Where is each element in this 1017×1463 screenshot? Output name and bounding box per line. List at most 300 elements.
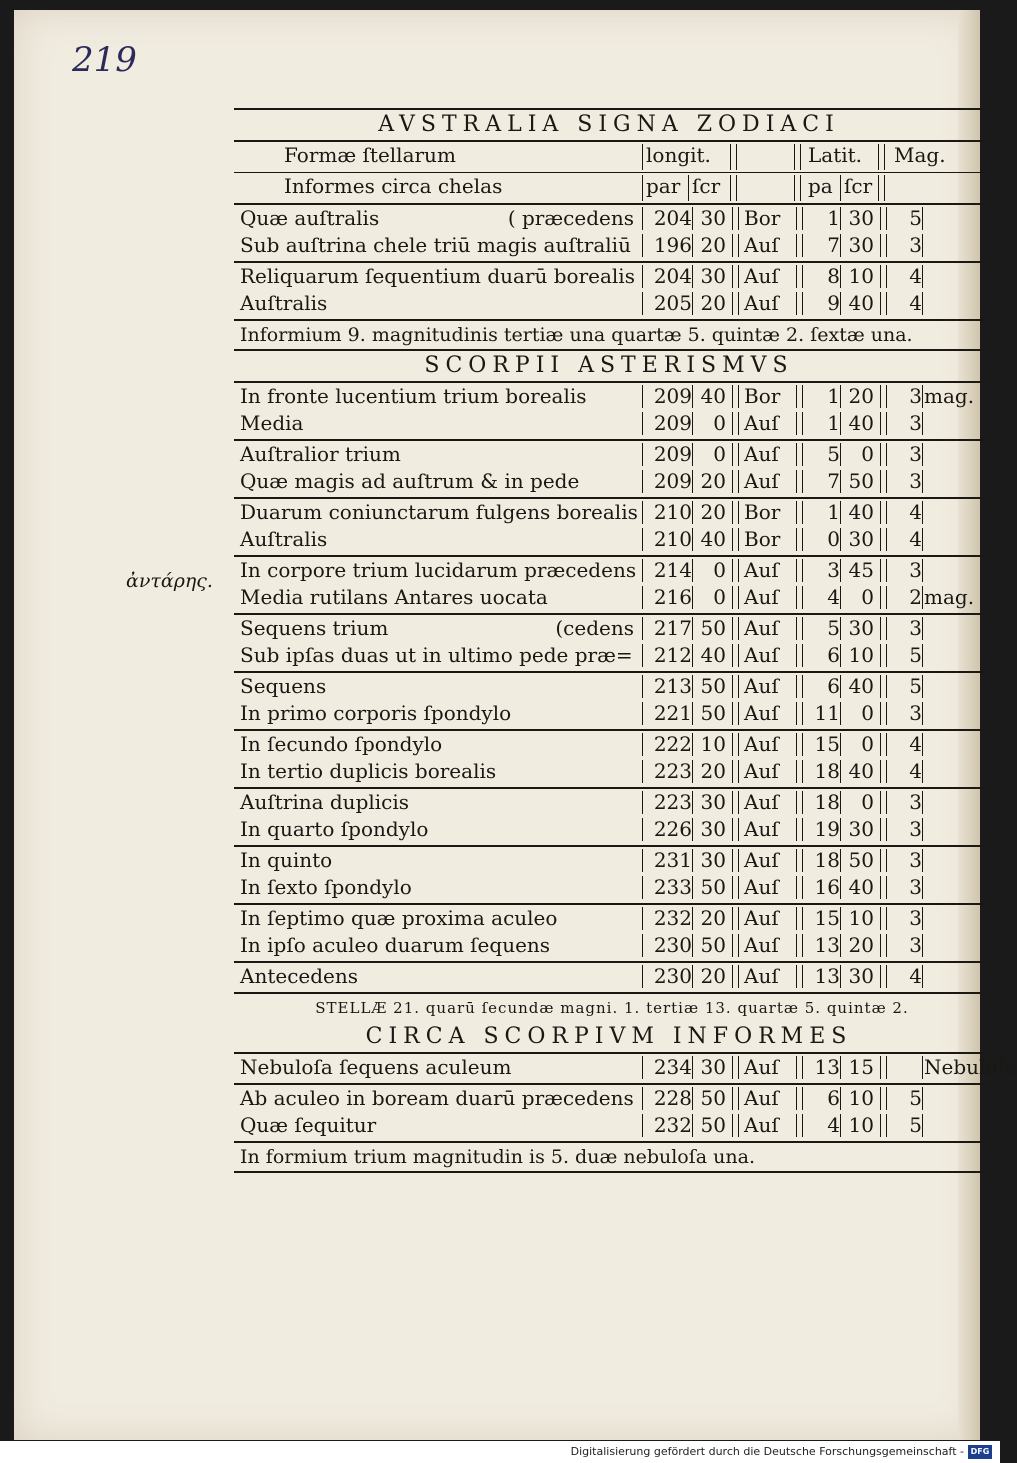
cell-extra xyxy=(924,557,984,584)
cell-bp: 4 xyxy=(827,585,840,609)
header-formae: Formæ ſtellarum xyxy=(284,143,456,167)
column-divider xyxy=(796,733,797,756)
column-divider xyxy=(796,443,797,466)
column-divider xyxy=(802,207,803,230)
column-divider xyxy=(642,760,643,783)
column-divider xyxy=(738,644,739,667)
column-divider xyxy=(886,234,887,257)
column-divider xyxy=(692,586,693,609)
column-divider xyxy=(796,528,797,551)
cell-ls: 20 xyxy=(700,964,726,988)
section-summary: In formium trium magnitudin is 5. duæ nebuloſa una. xyxy=(240,1146,755,1168)
row-group xyxy=(234,789,984,845)
column-divider xyxy=(840,1056,841,1079)
cell-extra xyxy=(924,932,984,959)
column-divider xyxy=(732,1087,733,1110)
cell-lp: 210 xyxy=(653,527,692,551)
column-divider xyxy=(738,965,739,988)
column-divider xyxy=(880,644,881,667)
cell-ls: 30 xyxy=(700,790,726,814)
cell-mag: 5 xyxy=(909,1086,922,1110)
cell-ls: 30 xyxy=(700,1055,726,1079)
star-description: Auſtralis xyxy=(240,291,328,315)
column-divider xyxy=(642,207,643,230)
column-divider xyxy=(886,760,887,783)
cell-lp: 205 xyxy=(653,291,692,315)
cell-bp: 1 xyxy=(827,384,840,408)
cell-dir: Auſ xyxy=(744,875,779,899)
row-group xyxy=(234,263,984,319)
cell-lp: 223 xyxy=(653,759,692,783)
column-divider xyxy=(880,934,881,957)
column-divider xyxy=(796,644,797,667)
cell-bp: 15 xyxy=(814,732,840,756)
cell-extra xyxy=(924,526,984,553)
column-divider xyxy=(802,1087,803,1110)
column-divider xyxy=(692,443,693,466)
column-divider xyxy=(692,1114,693,1137)
column-divider xyxy=(738,207,739,230)
cell-dir: Bor xyxy=(744,206,781,230)
cell-lp: 230 xyxy=(653,933,692,957)
column-divider xyxy=(880,385,881,408)
column-divider xyxy=(738,617,739,640)
column-divider xyxy=(732,818,733,841)
column-divider xyxy=(840,385,841,408)
column-divider xyxy=(886,791,887,814)
column-divider xyxy=(840,528,841,551)
column-divider xyxy=(642,907,643,930)
column-divider xyxy=(796,907,797,930)
column-divider xyxy=(692,265,693,288)
column-divider xyxy=(796,849,797,872)
cell-bp: 19 xyxy=(814,817,840,841)
cell-bs: 20 xyxy=(848,384,874,408)
column-divider xyxy=(922,385,923,408)
cell-mag: 4 xyxy=(909,732,922,756)
column-divider xyxy=(922,443,923,466)
cell-extra xyxy=(924,963,984,990)
cell-mag: 4 xyxy=(909,291,922,315)
column-divider xyxy=(732,702,733,725)
column-divider xyxy=(880,760,881,783)
cell-bp: 18 xyxy=(814,759,840,783)
cell-mag: 4 xyxy=(909,264,922,288)
cell-mag: 5 xyxy=(909,643,922,667)
footer-text: Digitalisierung gefördert durch die Deutsche Forschungsgemeinschaft - xyxy=(570,1445,964,1458)
column-divider xyxy=(642,586,643,609)
cell-bs: 30 xyxy=(848,964,874,988)
column-divider xyxy=(796,1087,797,1110)
cell-lp: 221 xyxy=(653,701,692,725)
cell-ls: 20 xyxy=(700,906,726,930)
column-divider xyxy=(880,876,881,899)
column-divider xyxy=(922,733,923,756)
column-divider xyxy=(642,876,643,899)
star-description: Reliquarum ſequentium duarū borealis xyxy=(240,264,635,288)
star-description: In fronte lucentium trium borealis xyxy=(240,384,587,408)
cell-dir: Auſ xyxy=(744,759,779,783)
column-divider xyxy=(886,412,887,435)
column-divider xyxy=(738,234,739,257)
column-divider xyxy=(692,234,693,257)
column-divider xyxy=(738,443,739,466)
column-divider xyxy=(840,876,841,899)
column-divider xyxy=(840,675,841,698)
header-latit: Latit. xyxy=(808,143,863,167)
digitization-footer xyxy=(0,1441,1000,1463)
column-divider xyxy=(840,207,841,230)
column-divider xyxy=(796,876,797,899)
column-divider xyxy=(692,876,693,899)
cell-bp: 13 xyxy=(814,1055,840,1079)
column-divider xyxy=(692,675,693,698)
cell-lp: 209 xyxy=(653,384,692,408)
cell-mag: 3 xyxy=(909,848,922,872)
column-divider xyxy=(738,818,739,841)
column-divider xyxy=(922,617,923,640)
column-divider xyxy=(802,501,803,524)
column-divider xyxy=(880,733,881,756)
dfg-logo-icon: DFG xyxy=(968,1445,992,1459)
column-divider xyxy=(796,385,797,408)
column-divider xyxy=(642,818,643,841)
column-divider xyxy=(840,760,841,783)
table-row xyxy=(234,383,984,410)
cell-dir: Auſ xyxy=(744,264,779,288)
cell-bp: 1 xyxy=(827,411,840,435)
column-divider xyxy=(692,907,693,930)
column-divider xyxy=(922,1087,923,1110)
cell-bs: 30 xyxy=(848,206,874,230)
column-divider xyxy=(796,934,797,957)
column-divider xyxy=(880,1114,881,1137)
column-divider xyxy=(802,760,803,783)
cell-extra xyxy=(924,905,984,932)
column-divider xyxy=(840,849,841,872)
column-divider xyxy=(922,1114,923,1137)
column-divider xyxy=(880,234,881,257)
cell-mag: 3 xyxy=(909,906,922,930)
column-divider xyxy=(796,234,797,257)
column-divider xyxy=(738,791,739,814)
table-row xyxy=(234,816,984,843)
cell-ls: 0 xyxy=(713,585,726,609)
column-divider xyxy=(922,207,923,230)
cell-ls: 50 xyxy=(700,1086,726,1110)
star-description: Duarum coniunctarum fulgens borealis xyxy=(240,500,638,524)
cell-lp: 222 xyxy=(653,732,692,756)
column-divider xyxy=(886,965,887,988)
column-divider xyxy=(796,791,797,814)
cell-bs: 10 xyxy=(848,1086,874,1110)
column-divider xyxy=(692,501,693,524)
star-description: Quæ auſtralis xyxy=(240,206,380,230)
cell-lp: 196 xyxy=(653,233,692,257)
column-divider xyxy=(802,965,803,988)
cell-mag: 3 xyxy=(909,817,922,841)
cell-lp: 210 xyxy=(653,500,692,524)
table-row xyxy=(234,615,984,642)
cell-extra xyxy=(924,615,984,642)
column-divider xyxy=(922,292,923,315)
column-divider xyxy=(802,528,803,551)
table-row xyxy=(234,1054,1017,1081)
cell-dir: Auſ xyxy=(744,817,779,841)
column-divider xyxy=(738,528,739,551)
column-divider xyxy=(880,586,881,609)
column-divider xyxy=(738,702,739,725)
column-divider xyxy=(692,1087,693,1110)
cell-lp: 209 xyxy=(653,442,692,466)
cell-bs: 0 xyxy=(861,732,874,756)
table-row xyxy=(234,700,984,727)
column-divider xyxy=(732,501,733,524)
cell-mag: 3 xyxy=(909,875,922,899)
table-row xyxy=(234,847,984,874)
table-row xyxy=(234,932,984,959)
column-divider xyxy=(738,292,739,315)
column-divider xyxy=(692,207,693,230)
column-divider xyxy=(886,292,887,315)
column-divider xyxy=(802,934,803,957)
column-divider xyxy=(886,501,887,524)
table-row xyxy=(234,1085,984,1112)
cell-ls: 30 xyxy=(700,848,726,872)
cell-bs: 30 xyxy=(848,233,874,257)
column-divider xyxy=(692,470,693,493)
column-divider xyxy=(802,292,803,315)
cell-bp: 5 xyxy=(827,442,840,466)
cell-extra: mag. xyxy=(924,384,975,408)
cell-extra xyxy=(924,410,984,437)
star-description: Auſtralior trium xyxy=(240,442,401,466)
column-divider xyxy=(732,876,733,899)
column-divider xyxy=(732,965,733,988)
cell-bs: 30 xyxy=(848,616,874,640)
cell-bs: 20 xyxy=(848,933,874,957)
column-divider xyxy=(886,644,887,667)
column-divider xyxy=(802,586,803,609)
column-divider xyxy=(796,586,797,609)
header-row xyxy=(234,142,984,172)
star-description: Media xyxy=(240,411,304,435)
cell-bs: 10 xyxy=(848,1113,874,1137)
cell-mag: 3 xyxy=(909,558,922,582)
column-divider xyxy=(732,934,733,957)
column-divider xyxy=(692,559,693,582)
column-divider xyxy=(692,702,693,725)
cell-ls: 50 xyxy=(700,875,726,899)
cell-bp: 6 xyxy=(827,643,840,667)
column-divider xyxy=(922,907,923,930)
cell-dir: Auſ xyxy=(744,585,779,609)
cell-dir: Auſ xyxy=(744,558,779,582)
column-divider xyxy=(732,528,733,551)
column-divider xyxy=(732,675,733,698)
column-divider xyxy=(802,791,803,814)
cell-extra xyxy=(924,847,984,874)
column-divider xyxy=(880,1087,881,1110)
cell-mag: 2 xyxy=(909,585,922,609)
column-divider xyxy=(796,501,797,524)
cell-dir: Auſ xyxy=(744,442,779,466)
star-description: In ſeptimo quæ proxima aculeo xyxy=(240,906,558,930)
table-row xyxy=(234,441,984,468)
header-row xyxy=(234,173,984,203)
cell-mag: 3 xyxy=(909,790,922,814)
cell-dir: Auſ xyxy=(744,1055,779,1079)
column-divider xyxy=(802,470,803,493)
column-divider xyxy=(886,849,887,872)
column-divider xyxy=(922,876,923,899)
star-description: In ſecundo ſpondylo xyxy=(240,732,443,756)
column-divider xyxy=(886,559,887,582)
column-divider xyxy=(840,234,841,257)
star-description-continuation: ( præcedens xyxy=(507,206,634,230)
star-description: Nebuloſa ſequens aculeum xyxy=(240,1055,512,1079)
column-divider xyxy=(732,470,733,493)
column-divider xyxy=(840,965,841,988)
column-divider xyxy=(732,849,733,872)
column-divider xyxy=(802,849,803,872)
star-description: Auſtrina duplicis xyxy=(240,790,410,814)
cell-lp: 230 xyxy=(653,964,692,988)
column-divider xyxy=(840,1114,841,1137)
column-divider xyxy=(642,501,643,524)
star-description: Sub ipſas duas ut in ultimo pede præ= xyxy=(240,643,633,667)
star-description: In quarto ſpondylo xyxy=(240,817,429,841)
row-group xyxy=(234,205,984,261)
cell-ls: 30 xyxy=(700,817,726,841)
column-divider xyxy=(880,702,881,725)
column-divider xyxy=(796,470,797,493)
column-divider xyxy=(886,207,887,230)
column-divider xyxy=(802,443,803,466)
column-divider xyxy=(738,470,739,493)
column-divider xyxy=(840,617,841,640)
column-divider xyxy=(738,385,739,408)
column-divider xyxy=(732,207,733,230)
cell-dir: Auſ xyxy=(744,964,779,988)
table-row xyxy=(234,468,984,495)
column-divider xyxy=(642,702,643,725)
cell-extra xyxy=(924,700,984,727)
table-row xyxy=(234,232,984,259)
cell-extra xyxy=(924,1085,984,1112)
star-description: In primo corporis ſpondylo xyxy=(240,701,512,725)
row-group xyxy=(234,673,984,729)
table-row xyxy=(234,410,984,437)
column-divider xyxy=(732,234,733,257)
column-divider xyxy=(886,1114,887,1137)
column-divider xyxy=(732,644,733,667)
cell-dir: Bor xyxy=(744,384,781,408)
table-row xyxy=(234,673,984,700)
star-description-continuation: (cedens xyxy=(555,616,634,640)
column-divider xyxy=(922,559,923,582)
column-divider xyxy=(840,443,841,466)
table-row xyxy=(234,642,984,669)
table-row xyxy=(234,789,984,816)
column-divider xyxy=(880,559,881,582)
cell-ls: 20 xyxy=(700,233,726,257)
cell-extra xyxy=(924,642,984,669)
cell-extra xyxy=(924,441,984,468)
header-mag: Mag. xyxy=(894,143,946,167)
cell-bs: 50 xyxy=(848,848,874,872)
cell-bp: 0 xyxy=(827,527,840,551)
header-scr: ſcr xyxy=(692,174,721,198)
cell-extra xyxy=(924,874,984,901)
cell-dir: Auſ xyxy=(744,732,779,756)
column-divider xyxy=(732,412,733,435)
cell-ls: 40 xyxy=(700,384,726,408)
star-description: Antecedens xyxy=(240,964,359,988)
table-row xyxy=(234,963,984,990)
column-divider xyxy=(886,876,887,899)
cell-lp: 209 xyxy=(653,411,692,435)
cell-extra xyxy=(924,758,984,785)
cell-extra: Nebuloſa xyxy=(924,1055,1017,1079)
cell-bs: 0 xyxy=(861,442,874,466)
column-divider xyxy=(886,934,887,957)
cell-dir: Auſ xyxy=(744,701,779,725)
column-divider xyxy=(732,617,733,640)
column-divider xyxy=(880,791,881,814)
cell-dir: Auſ xyxy=(744,643,779,667)
cell-mag: 3 xyxy=(909,616,922,640)
column-divider xyxy=(922,470,923,493)
column-divider xyxy=(732,559,733,582)
column-divider xyxy=(880,675,881,698)
row-group xyxy=(234,905,984,961)
column-divider xyxy=(886,733,887,756)
cell-extra xyxy=(924,205,984,232)
cell-bs: 0 xyxy=(861,790,874,814)
column-divider xyxy=(732,791,733,814)
column-divider xyxy=(692,818,693,841)
table-row xyxy=(234,526,984,553)
table-row xyxy=(234,290,984,317)
column-divider xyxy=(886,675,887,698)
column-divider xyxy=(732,907,733,930)
column-divider xyxy=(840,501,841,524)
column-divider xyxy=(802,385,803,408)
column-divider xyxy=(880,501,881,524)
column-divider xyxy=(642,265,643,288)
column-divider xyxy=(692,617,693,640)
column-divider xyxy=(922,818,923,841)
cell-lp: 234 xyxy=(653,1055,692,1079)
cell-bp: 5 xyxy=(827,616,840,640)
cell-ls: 10 xyxy=(700,732,726,756)
star-catalog-table xyxy=(234,108,1017,1173)
column-divider xyxy=(922,965,923,988)
column-divider xyxy=(802,1056,803,1079)
cell-dir: Auſ xyxy=(744,469,779,493)
header-informes: Informes circa chelas xyxy=(284,174,503,198)
star-description: Sequens xyxy=(240,674,327,698)
row-group xyxy=(234,847,984,903)
column-divider xyxy=(922,1056,923,1079)
table-row xyxy=(234,758,984,785)
column-divider xyxy=(738,876,739,899)
cell-extra xyxy=(924,673,984,700)
star-description: Media rutilans Antares uocata xyxy=(240,585,548,609)
column-divider xyxy=(922,265,923,288)
column-divider xyxy=(692,385,693,408)
